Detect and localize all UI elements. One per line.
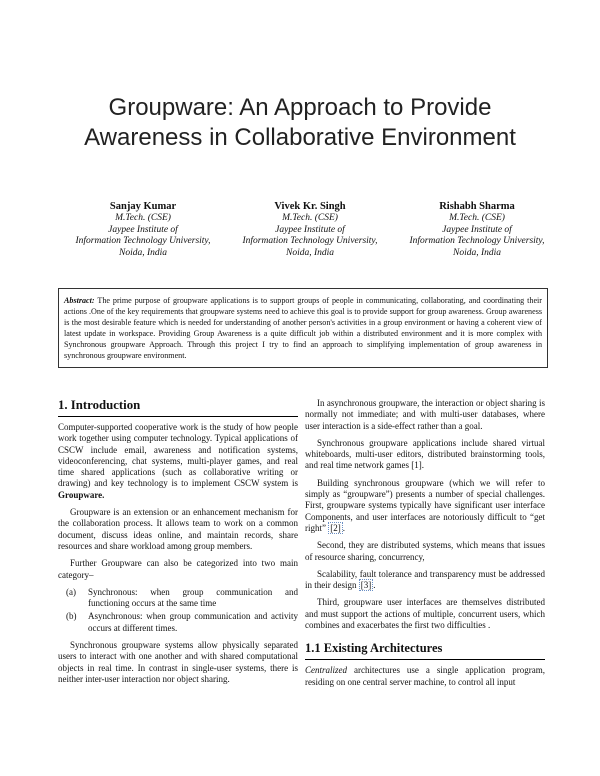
list-item (58, 587, 298, 610)
author-name: Sanjay Kumar (109, 201, 177, 212)
paragraph: Second, they are distributed systems, which means that issues of resource sharing, concurrency, (305, 540, 545, 562)
list-item (58, 611, 298, 634)
author-institution-2: Information Technology University, (409, 236, 545, 246)
paragraph-text: . (373, 580, 376, 591)
author-block (60, 200, 560, 259)
paragraph: Further Groupware can also be categorized into two main category– (58, 558, 298, 580)
paragraph-bold-term: Groupware. (58, 489, 105, 500)
paragraph: In asynchronous groupware, the interaction or object sharing is normally not immediate; and with multi-user databases, where user interaction is a side-effect rather than a goal. (305, 398, 545, 431)
author-institution-2: Information Technology University, (242, 236, 378, 246)
paper-title (40, 93, 560, 153)
right-column (305, 398, 545, 694)
abstract-box (58, 288, 548, 368)
category-list (58, 587, 298, 634)
heading-rule (305, 659, 545, 660)
paragraph: Groupware is an extension or an enhancement mechanism for the collaboration process. It allows team to work on a common document, discuss ideas online, and maintain records, share resources and share workload among group members. (58, 507, 298, 551)
paragraph (58, 422, 298, 501)
list-item-text: Asynchronous: when group communication and activity occurs at different times. (88, 611, 298, 633)
title-line-1: Groupware: An Approach to Provide (108, 94, 492, 121)
author-institution-2: Information Technology University, (75, 236, 211, 246)
paragraph: Third, groupware user interfaces are themselves distributed and must support the actions of multiple, concurrent users, which combines and exacerbates the first two difficulties . (305, 597, 545, 631)
abstract-label: Abstract: (64, 296, 95, 305)
author-location: Noida, India (285, 247, 335, 258)
author-location: Noida, India (118, 247, 168, 258)
paragraph-text: Building synchronous groupware (which we will refer to simply as “groupware”) presents a number of special challenges. First, groupware systems typically have significant user interface Components, and user interfaces are notoriously difficult to “get right” (305, 477, 545, 533)
paragraph: Synchronous groupware applications include shared virtual whiteboards, multi-user editors, distributed brainstorming tools, and real time network games [1]. (305, 437, 545, 471)
paragraph (305, 478, 545, 534)
citation-link[interactable]: [2] (330, 522, 341, 533)
author-2 (227, 200, 393, 259)
author-degree: M.Tech. (CSE) (449, 213, 505, 223)
paragraph-italic-term: Centralized (305, 665, 347, 676)
author-degree: M.Tech. (CSE) (115, 213, 171, 223)
author-1 (60, 200, 226, 259)
heading-rule (58, 416, 298, 417)
list-item-marker: (a) (66, 586, 76, 597)
paragraph (305, 665, 545, 688)
section-heading-introduction: 1. Introduction (58, 398, 141, 412)
title-line-2: Awareness in Collaborative Environment (84, 124, 516, 151)
section-heading-existing-architectures: 1.1 Existing Architectures (305, 641, 443, 656)
paragraph: Synchronous groupware systems allow physically separated users to interact with one another and with shared computational objects in real time. In contrast in single-user systems, there is neither inter-user interaction nor object sharing. (58, 640, 298, 684)
paragraph-text: . (342, 522, 345, 533)
abstract-text: The prime purpose of groupware applications is to support groups of people in communicating, collaborating, and coordinating their actions .One of the key requirements that groupware systems need to achieve this goal is to provide support for group awareness. Group awareness is the most desirable feature which is needed for understanding of another person's activities in a group environment or having a coherent view of latest update in workspace. Providing Group Awareness is a quite difficult job within a distributed environment and it is more complex with Synchronous groupware Approach. Through this project I try to find an approach to simplifying implementation of group awareness in synchronous groupware environment. (64, 296, 542, 361)
paragraph (305, 569, 545, 592)
author-institution: Jaypee Institute of (108, 224, 178, 235)
list-item-marker: (b) (66, 611, 77, 622)
author-location: Noida, India (452, 247, 502, 258)
author-institution: Jaypee Institute of (442, 224, 512, 235)
author-3 (394, 200, 560, 259)
paragraph-text: architectures use a single application program, residing on one central server machine, to control all input (305, 665, 545, 687)
citation-link[interactable]: [3] (360, 580, 372, 591)
list-item-text: Synchronous: when group communication and functioning occurs at the same time (88, 586, 298, 609)
author-degree: M.Tech. (CSE) (282, 213, 338, 223)
author-name: Rishabh Sharma (439, 201, 515, 212)
paragraph-text: Scalability, fault tolerance and transparency must be addressed in their design (305, 568, 545, 591)
left-column (58, 398, 298, 691)
author-name: Vivek Kr. Singh (274, 201, 346, 212)
paragraph-text: Computer-supported cooperative work is the study of how people work together using computer technology. Typical applications of CSCW include email, awareness and notification systems, videoconferencing, chat systems, multi-player games, and real time shared applications (such as collaborative writing or drawing) and key technology is to implement CSCW system is (58, 422, 298, 489)
author-institution: Jaypee Institute of (275, 224, 345, 235)
